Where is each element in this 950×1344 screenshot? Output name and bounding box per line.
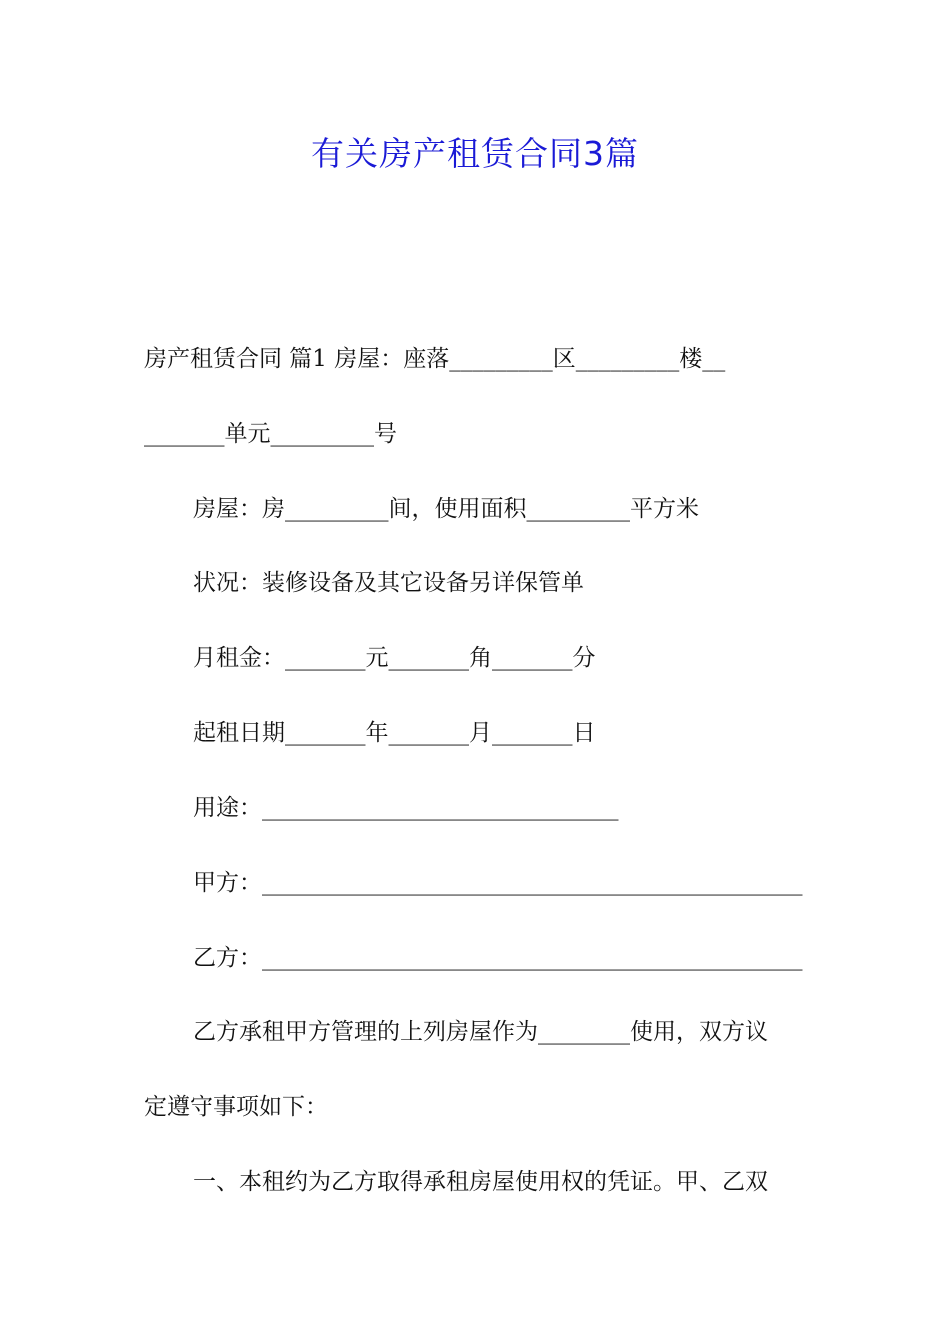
text-line-3: 房屋：房_________间，使用面积_________平方米 bbox=[193, 496, 699, 522]
text-line-2: _______单元_________号 bbox=[144, 421, 397, 447]
document-title: 有关房产租赁合同3篇 bbox=[311, 134, 639, 173]
text-line-12: 一、本租约为乙方取得承租房屋使用权的凭证。甲、乙双 bbox=[193, 1169, 768, 1195]
text-line-7: 用途：_______________________________ bbox=[193, 795, 619, 821]
text-line-6: 起租日期_______年_______月_______日 bbox=[193, 720, 596, 746]
text-line-11: 定遵守事项如下： bbox=[144, 1094, 328, 1120]
text-line-8: 甲方：_______________________________________________ bbox=[193, 870, 803, 896]
text-line-1: 房产租赁合同 篇1 房屋：座落_________区_________楼__ bbox=[144, 346, 726, 372]
text-line-4: 状况：装修设备及其它设备另详保管单 bbox=[193, 570, 584, 596]
text-line-9: 乙方：_______________________________________________ bbox=[193, 945, 803, 971]
text-line-5: 月租金：_______元_______角_______分 bbox=[193, 645, 596, 671]
text-line-10: 乙方承租甲方管理的上列房屋作为________使用，双方议 bbox=[193, 1019, 768, 1045]
